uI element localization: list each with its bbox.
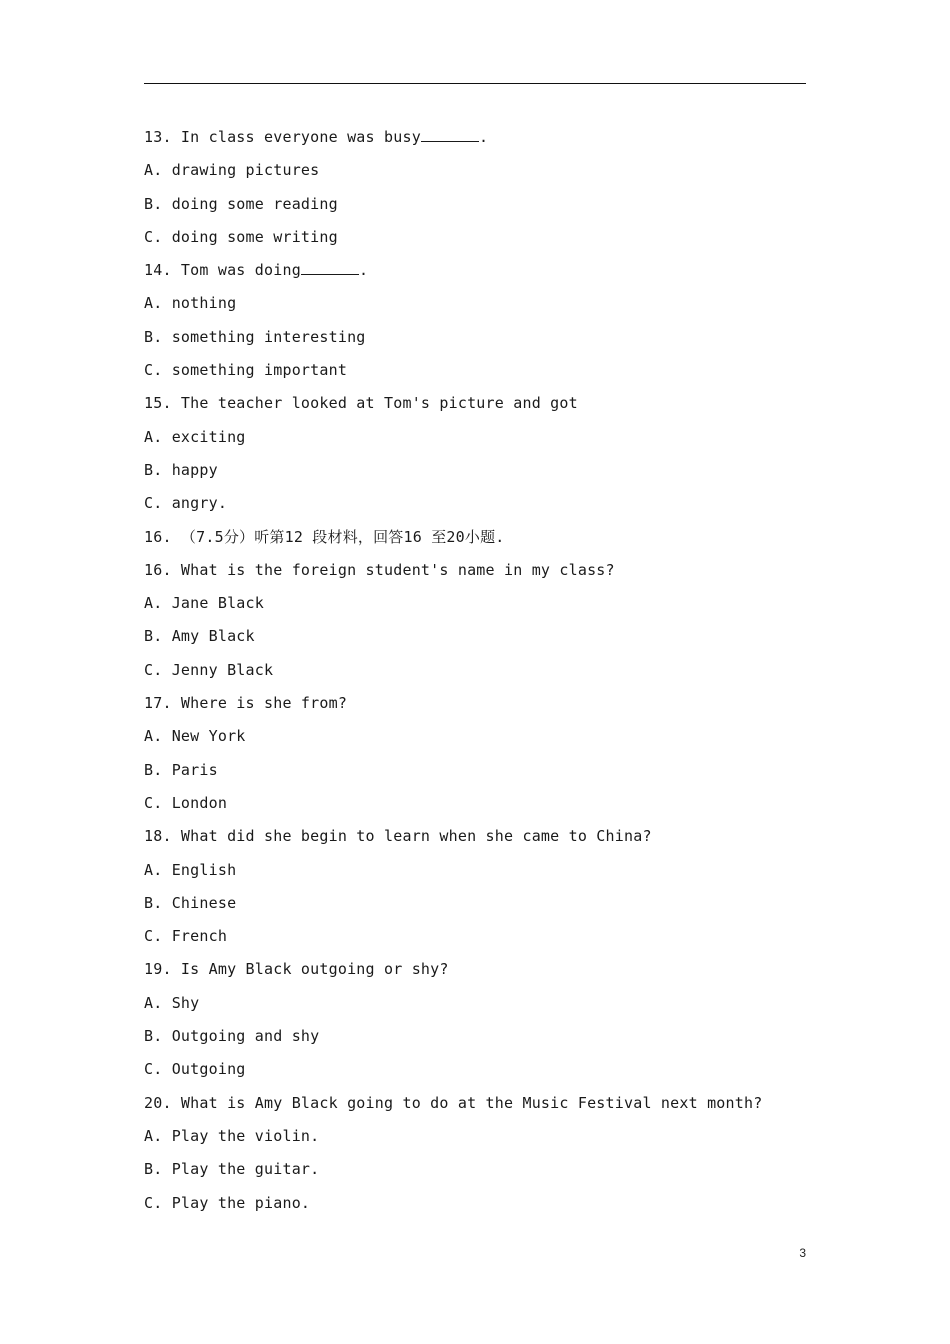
- answer-option: C. Play the piano.: [144, 1193, 311, 1212]
- answer-option: C. Outgoing: [144, 1060, 246, 1079]
- answer-option: A. nothing: [144, 294, 237, 313]
- question-line: [144, 1089, 806, 1122]
- question-line: [144, 955, 806, 988]
- question-text: 13. In class everyone was busy: [144, 128, 421, 146]
- answer-option: A. Shy: [144, 993, 200, 1012]
- answer-option: B. something interesting: [144, 327, 366, 346]
- question-line: [144, 556, 806, 589]
- answer-option: A. New York: [144, 727, 246, 746]
- question-punctuation: .: [478, 128, 489, 146]
- question-text: 20. What is Amy Black going to do at the Music Festival next month?: [144, 1093, 763, 1112]
- question-text: 17. Where is she from?: [144, 694, 348, 713]
- answer-blank: [421, 125, 479, 142]
- answer-option: A. Jane Black: [144, 594, 264, 613]
- answer-option: C. something important: [144, 361, 348, 380]
- question-text: 16. What is the foreign student's name in my class?: [144, 560, 615, 579]
- question-punctuation: .: [358, 261, 369, 280]
- question-line: [144, 689, 806, 722]
- answer-option: B. Paris: [144, 760, 218, 779]
- question-text: 15. The teacher looked at Tom's picture and got: [144, 394, 578, 413]
- answer-option: B. Outgoing and shy: [144, 1027, 320, 1046]
- answer-option: B. Chinese: [144, 893, 237, 912]
- answer-option: C. London: [144, 793, 228, 812]
- answer-option: C. angry.: [144, 494, 228, 513]
- question-line: [144, 822, 806, 855]
- answer-option: C. French: [144, 927, 228, 946]
- answer-option: B. Play the guitar.: [144, 1160, 320, 1179]
- question-line: [144, 256, 806, 289]
- answer-blank: [301, 258, 359, 275]
- question-text: 14. Tom was doing: [144, 261, 301, 280]
- answer-option: A. English: [144, 860, 237, 879]
- page-number: 3: [799, 1246, 806, 1260]
- question-text: 18. What did she begin to learn when she came to China?: [144, 827, 652, 846]
- answer-option: C. doing some writing: [144, 227, 338, 246]
- question-text: 19. Is Amy Black outgoing or shy?: [144, 960, 449, 979]
- answer-option: B. Amy Black: [144, 627, 255, 646]
- answer-option: A. exciting: [144, 427, 246, 446]
- answer-option: C. Jenny Black: [144, 660, 274, 679]
- answer-option: A. Play the violin.: [144, 1126, 320, 1145]
- section-instruction: 16. （7.5分）听第12 段材料，回答16 至20小题.: [144, 527, 505, 546]
- question-line: [144, 123, 806, 156]
- question-line: [144, 389, 806, 422]
- answer-option: A. drawing pictures: [144, 161, 320, 180]
- answer-option: B. doing some reading: [144, 194, 338, 213]
- document-body: [144, 123, 806, 1222]
- header-rule: [144, 83, 806, 84]
- answer-option: B. happy: [144, 460, 218, 479]
